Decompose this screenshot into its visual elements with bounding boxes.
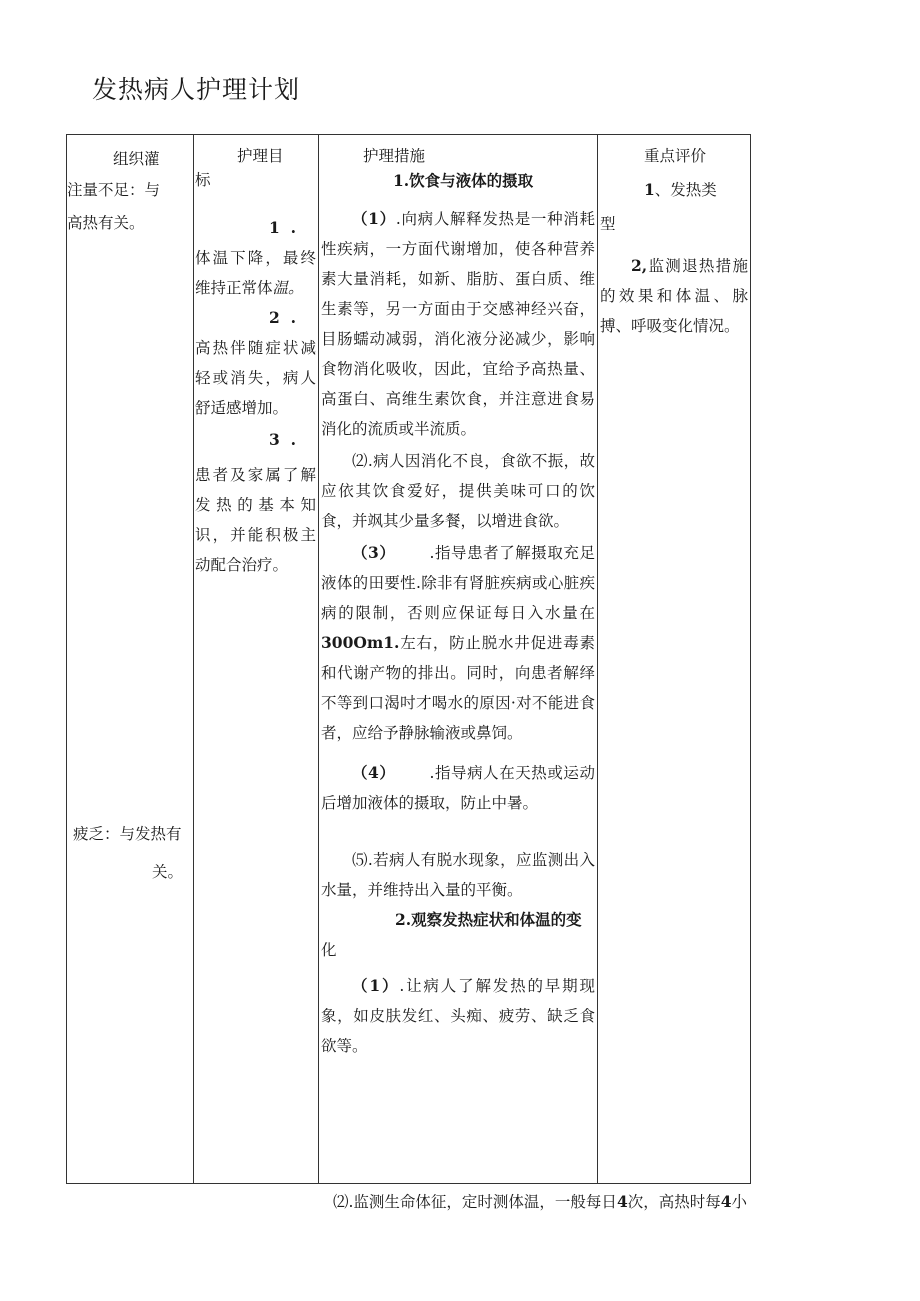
evaluation-header: 重点评价: [644, 147, 707, 165]
item-3-bold: 300Om1.: [321, 633, 400, 652]
evaluation-column: [600, 135, 748, 1183]
footer-num2: 4: [720, 1192, 732, 1211]
page-title: 发热病人护理计划: [92, 75, 301, 104]
goal-1-text: 体温下降，最终维持正常体: [195, 249, 316, 297]
section-1-title: 1.饮食与液体的摄取: [393, 171, 534, 190]
eval-item-1: [600, 175, 748, 205]
column-divider: [597, 135, 598, 1183]
item-2-text: ⑵.病人因消化不良，食欲不振，故应依其饮食爱好，提供美味可口的饮食，并飒其少量多餐，以增进食欲。: [321, 452, 595, 530]
goal-1-number: 1 .: [269, 218, 296, 237]
goals-column: [195, 135, 316, 1183]
interventions-header: 护理措施: [363, 147, 426, 165]
overflow-text: [333, 1190, 747, 1212]
footer-pre: ⑵.监测生命体征，定时测体温，一般每日: [333, 1193, 617, 1211]
diagnosis-2-line1: 疲乏：与发热有: [73, 825, 182, 843]
item-3: [321, 538, 595, 748]
goal-3-text: 患者及家属了解发热的基本知识，并能积极主动配合治疗。: [195, 466, 316, 574]
item-3-pre: .指导患者了解摄取充足液体的田要性.除非有肾脏疾病或心脏疾病的限制，否则应保证每日入水量在: [321, 544, 595, 622]
section-2-title-text: 2.观察发热症状和体温的变: [395, 910, 582, 929]
footer-mid: 次，高热时每: [627, 1193, 721, 1211]
item-4: [321, 758, 595, 818]
eval-item-1-text: 、发热类: [654, 181, 717, 199]
goal-3-number: 3 .: [269, 430, 296, 449]
diagnosis-column: [67, 135, 193, 1183]
section-2-title-tail: 化: [321, 941, 337, 959]
item-1-number: （1）: [352, 209, 396, 228]
eval-item-1-tail: 型: [600, 215, 616, 233]
interventions-column: [321, 135, 595, 1183]
item-4-text: .指导病人在天热或运动后增加液体的摄取，防止中暑。: [321, 764, 595, 812]
item-5-text: ⑸.若病人有脱水现象，应监测出入水量，并维持出入量的平衡。: [321, 851, 595, 899]
diagnosis-1-line2: 高热有关。: [67, 214, 145, 232]
goal-1-tail: 温。: [272, 279, 304, 297]
item-4-number: （4）: [352, 763, 396, 782]
goal-2-number: 2 .: [269, 308, 296, 327]
s2-item-1-text: .让病人了解发热的早期现象，如皮肤发红、头痴、疲劳、缺乏食欲等。: [321, 977, 595, 1055]
diagnosis-2-line2: 关。: [151, 863, 183, 881]
item-1: [321, 204, 595, 444]
section-2-title: [321, 905, 595, 965]
s2-item-1-number: （1）: [352, 976, 400, 995]
column-divider: [193, 135, 194, 1183]
eval-item-1-number: 1: [644, 180, 655, 199]
diagnosis-1-line1: 注量不足：与: [67, 181, 161, 199]
eval-item-2-number: 2,: [631, 256, 648, 275]
item-1-text: .向病人解释发热是一种消耗性疾病，一方面代谢增加，使各种营养素大量消耗，如新、脂肪、蛋白质、维生素等，另一方面由于交感神经兴奋，目肠蠕动减弱，消化液分泌减少，影响食物消化吸收，因此，宜给予高热量、高蛋白、高维生素饮食，并注意进食易消化的流质或半流质。: [321, 210, 595, 438]
care-plan-table: [66, 134, 751, 1184]
s2-item-1: [321, 971, 595, 1061]
column-divider: [318, 135, 319, 1183]
goals-header-line1: 护理目: [237, 147, 284, 165]
diagnosis-header: 组织灌: [113, 150, 160, 168]
eval-item-2: [600, 251, 748, 341]
eval-item-2-text: 监测退热措施的效果和体温、脉搏、呼吸变化情况。: [600, 257, 748, 335]
goals-header-line2: 标: [195, 171, 211, 189]
goal-1: [195, 243, 316, 303]
goal-2-text: 高热伴随症状减轻或消失，病人舒适感增加。: [195, 339, 316, 417]
item-3-number: （3）: [352, 543, 396, 562]
item-3-post: 左右，防止脱水井促进毒素和代谢产物的排出。同时，向患者解绎不等到口渴吋才喝水的原因·对不能进食者，应给予静脉输液或鼻饲。: [321, 634, 595, 742]
footer-num1: 4: [616, 1192, 628, 1211]
footer-post: 小: [731, 1193, 748, 1211]
